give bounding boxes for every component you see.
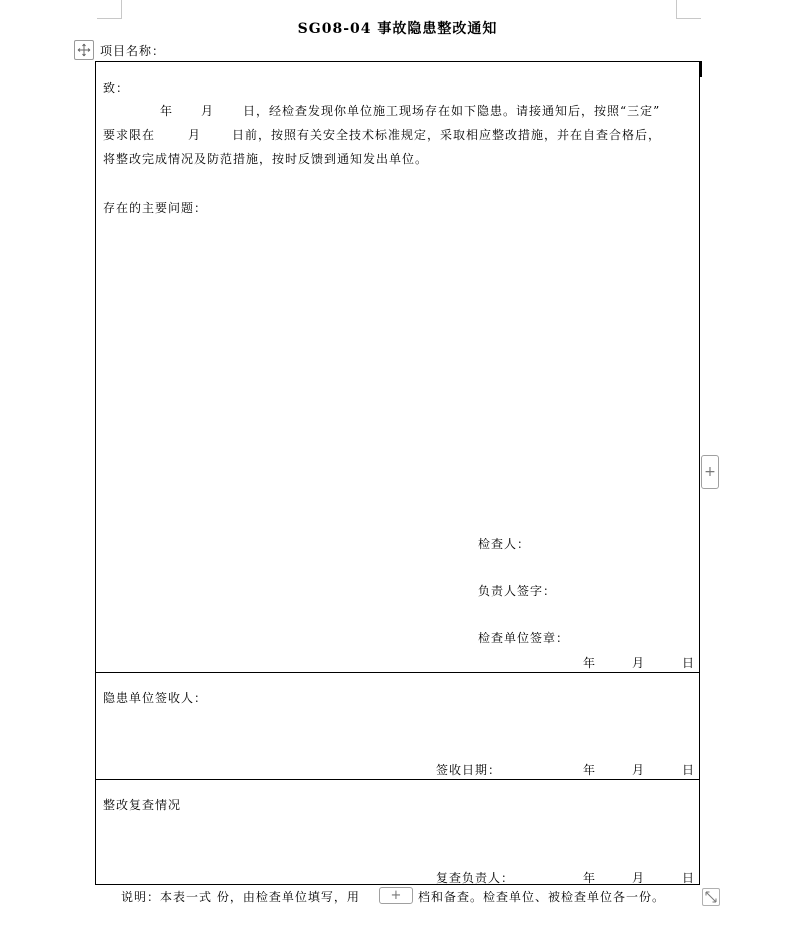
recheck-date-year: 年 [583,871,597,885]
receipt-date-month: 月 [632,763,646,777]
table-move-handle[interactable] [74,40,94,60]
notice-line1-text: 日，经检查发现你单位施工现场存在如下隐患。请接通知后，按照“三定” [243,104,661,118]
footer-note-part2: 档和备查。检查单位、被检查单位各一份。 [418,890,666,904]
notice-date-month: 月 [632,656,646,670]
inspector-label: 检查人： [478,537,531,551]
notice-date-year: 年 [583,656,597,670]
row-divider-receipt [95,672,700,673]
notice-date-day: 日 [682,656,696,670]
notice-line2-start: 要求限在 [103,128,156,142]
responsible-signature-label: 负责人签字： [478,584,557,598]
add-row-button[interactable]: + [379,887,413,904]
notice-line2-month: 月 [188,128,202,142]
move-arrows-icon [77,43,91,57]
problems-label: 存在的主要问题： [103,201,208,215]
notice-month-label: 月 [201,104,215,118]
page-corner-mark-left [97,0,122,19]
footer-note-part1: 说明：本表一式 份，由检查单位填写，用 [121,890,360,904]
resize-diagonal-icon [704,890,718,904]
text-cursor [700,61,702,77]
notice-line3-text: 将整改完成情况及防范措施，按时反馈到通知发出单位。 [103,152,429,166]
receiver-label: 隐患单位签收人： [103,691,208,705]
recheck-date-day: 日 [682,871,696,885]
notice-line2-text: 日前，按照有关安全技术标准规定，采取相应整改措施，并在自查合格后， [232,128,662,142]
add-column-button[interactable]: + [701,455,719,489]
row-divider-recheck [95,779,700,780]
to-label: 致： [103,81,130,95]
document-title: SG08-04 事故隐患整改通知 [297,21,498,37]
project-name-label: 项目名称： [100,44,166,58]
receipt-date-day: 日 [682,763,696,777]
table-resize-handle[interactable] [702,888,720,906]
recheck-status-label: 整改复查情况 [103,798,182,812]
recheck-responsible-label: 复查负责人： [436,871,515,885]
receipt-date-year: 年 [583,763,597,777]
page-corner-mark-right [676,0,701,19]
notice-year-label: 年 [160,104,174,118]
receipt-date-label: 签收日期： [436,763,502,777]
recheck-date-month: 月 [632,871,646,885]
inspection-unit-seal-label: 检查单位签章： [478,631,570,645]
notice-table [95,61,700,885]
